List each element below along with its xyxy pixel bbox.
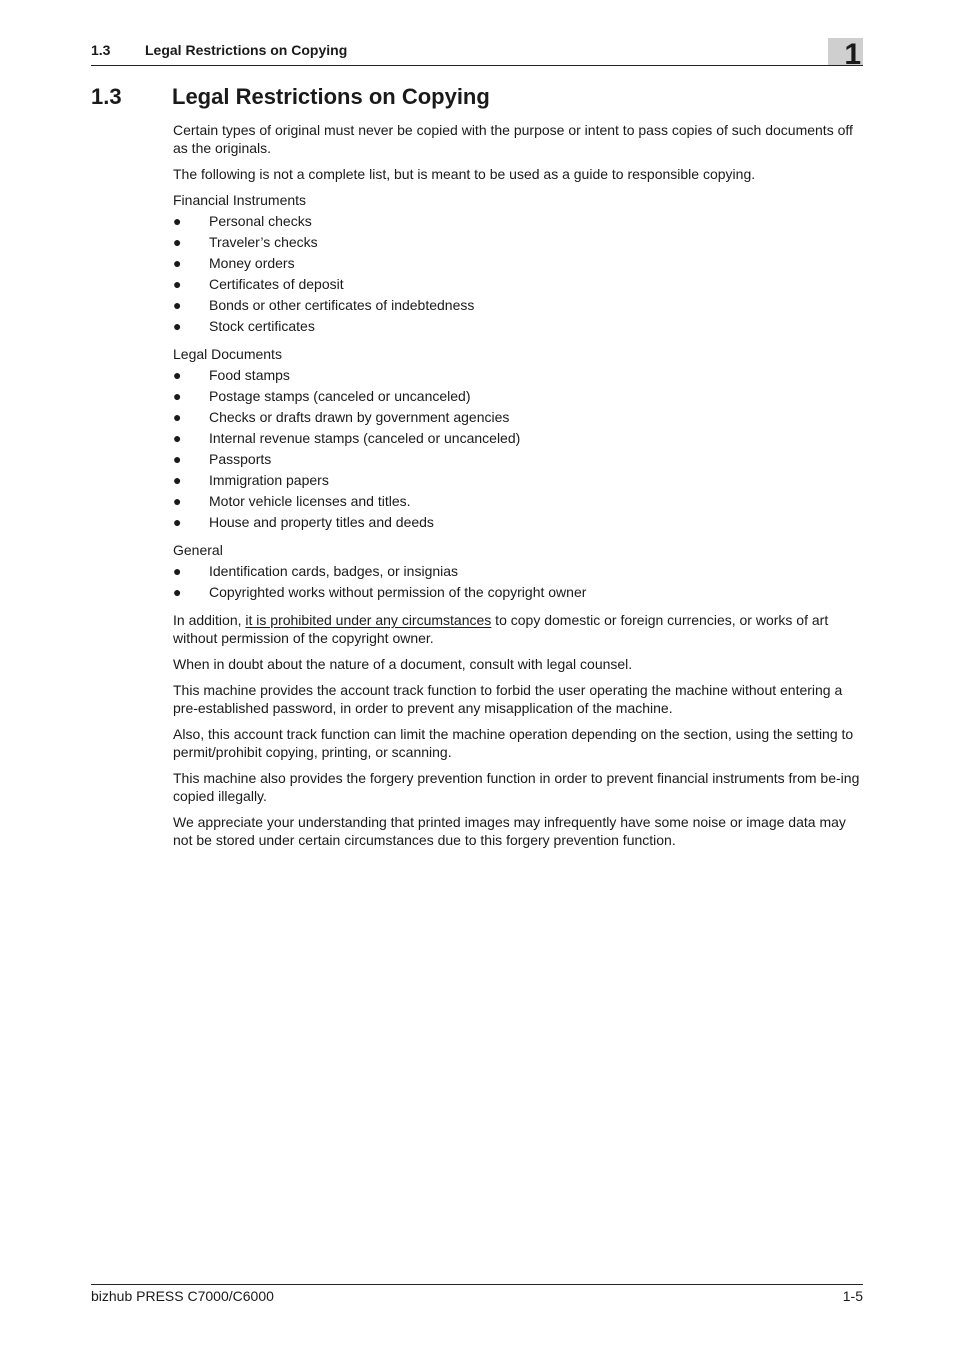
- running-header: [91, 38, 863, 66]
- running-footer: [91, 1284, 863, 1309]
- list-item: ● Food stamps: [173, 367, 290, 383]
- list-legal-documents: [173, 366, 863, 534]
- bullet-icon: ●: [173, 213, 182, 229]
- bullet-icon: ●: [173, 367, 182, 383]
- bullet-icon: ●: [173, 318, 182, 334]
- bullet-icon: ●: [173, 514, 182, 530]
- closing-paragraph: This machine also provides the forgery prevention function in order to prevent financial instruments from be-ing copied illegally.: [173, 770, 860, 804]
- bullet-icon: ●: [173, 409, 182, 425]
- addition-paragraph: In addition, it is prohibited under any circumstances to copy domestic or foreign currencies, or works of art without permission of the copyright owner.: [173, 612, 829, 646]
- group-label-legal: Legal Documents: [173, 346, 282, 362]
- bullet-icon: ●: [173, 430, 182, 446]
- intro-paragraph: Certain types of original must never be copied with the purpose or intent to pass copies of such documents off as the originals.: [173, 122, 853, 156]
- intro-paragraph: The following is not a complete list, but is meant to be used as a guide to responsible copying.: [173, 166, 756, 182]
- bullet-icon: ●: [173, 255, 182, 271]
- bullet-icon: ●: [173, 276, 182, 292]
- footer-page-number: 1-5: [842, 1288, 863, 1304]
- bullet-icon: ●: [173, 388, 182, 404]
- list-financial-instruments: [173, 212, 863, 338]
- list-item: ● Motor vehicle licenses and titles.: [173, 493, 411, 509]
- list-item: ● Personal checks: [173, 213, 312, 229]
- closing-paragraph: When in doubt about the nature of a document, consult with legal counsel.: [173, 656, 633, 672]
- bullet-icon: ●: [173, 297, 182, 313]
- list-item: ● Certificates of deposit: [173, 276, 344, 292]
- section-heading-title: Legal Restrictions on Copying: [172, 84, 490, 109]
- list-item: ● Postage stamps (canceled or uncanceled): [173, 388, 471, 404]
- prohibited-emphasis: it is prohibited under any circumstances: [245, 612, 492, 628]
- bullet-icon: ●: [173, 493, 182, 509]
- bullet-icon: ●: [173, 234, 182, 250]
- group-label-general: General: [173, 542, 223, 558]
- section-heading-number: 1.3: [91, 84, 122, 109]
- list-item: ● Copyrighted works without permission of the copyright owner: [173, 584, 587, 600]
- bullet-icon: ●: [173, 472, 182, 488]
- list-item: ● Money orders: [173, 255, 295, 271]
- header-section-number: 1.3: [91, 42, 111, 58]
- footer-product-name: bizhub PRESS C7000/C6000: [91, 1288, 274, 1304]
- list-item: ● Passports: [173, 451, 272, 467]
- list-item: ● Stock certificates: [173, 318, 315, 334]
- closing-paragraph: Also, this account track function can limit the machine operation depending on the section, using the setting to permit/prohibit copying, printing, or scanning.: [173, 726, 854, 760]
- closing-paragraph: We appreciate your understanding that printed images may infrequently have some noise or image data may not be stored under certain circumstances due to this forgery prevention function.: [173, 814, 846, 848]
- bullet-icon: ●: [173, 584, 182, 600]
- list-item: ● Identification cards, badges, or insignias: [173, 563, 459, 579]
- chapter-tab: 1: [828, 38, 863, 65]
- main-content: [173, 121, 863, 857]
- list-item: ● Immigration papers: [173, 472, 329, 488]
- bullet-icon: ●: [173, 451, 182, 467]
- header-section-title: Legal Restrictions on Copying: [145, 42, 348, 58]
- group-label-financial: Financial Instruments: [173, 192, 307, 208]
- list-item: ● Checks or drafts drawn by government agencies: [173, 409, 510, 425]
- list-item: ● Internal revenue stamps (canceled or uncanceled): [173, 430, 521, 446]
- list-item: ● House and property titles and deeds: [173, 514, 434, 530]
- list-general: [173, 562, 863, 604]
- closing-paragraph: This machine provides the account track function to forbid the user operating the machine without entering a pre-established password, in order to prevent any misapplication of the machine.: [173, 682, 843, 716]
- list-item: ● Traveler’s checks: [173, 234, 318, 250]
- list-item: ● Bonds or other certificates of indebtedness: [173, 297, 475, 313]
- bullet-icon: ●: [173, 563, 182, 579]
